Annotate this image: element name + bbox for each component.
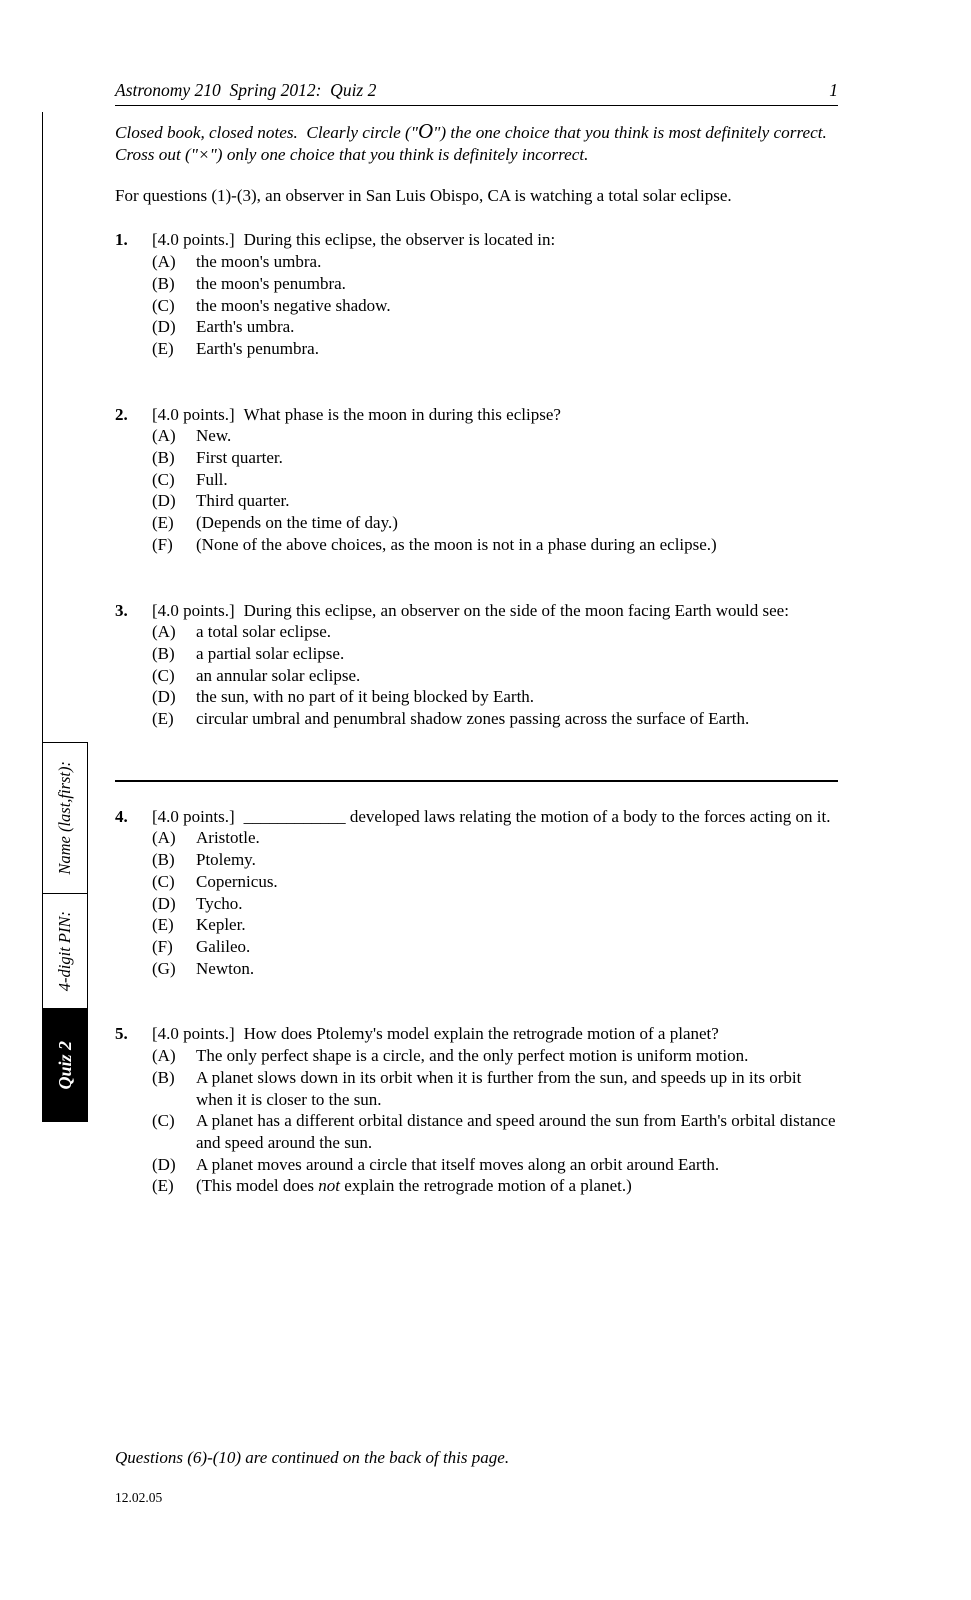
question-5-choices (152, 1045, 838, 1197)
choice-row (152, 490, 838, 512)
question-4-stem: ____________ developed laws relating the motion of a body to the forces acting on it. (243, 806, 831, 826)
choice-label: (C) (152, 295, 175, 315)
question-5-text (152, 1023, 838, 1045)
choice-text: the moon's negative shadow. (196, 295, 391, 315)
question-3-text (152, 600, 838, 622)
margin-form-column (42, 112, 88, 1122)
question-2-text (152, 404, 838, 426)
choice-text: A planet slows down in its orbit when it is further from the sun, and speeds up in its orbit when it is closer to the sun. (196, 1067, 806, 1109)
choice-label: (C) (152, 1111, 175, 1131)
pin-label: 4-digit PIN: (55, 910, 74, 992)
question-1 (115, 229, 838, 359)
instructions-part1: Closed book, closed notes. Clearly circle (" (115, 122, 418, 142)
choice-text: a total solar eclipse. (196, 622, 332, 642)
question-4-text (152, 806, 838, 828)
choice-label: (C) (152, 469, 175, 489)
document-title: Astronomy 210 Spring 2012: Quiz 2 (115, 80, 377, 100)
version-stamp: 12.02.05 (115, 1490, 163, 1505)
choice-label: (A) (152, 252, 176, 272)
choice-row (152, 251, 838, 273)
choice-label: (E) (152, 709, 174, 729)
choice-row (152, 425, 838, 447)
question-1-number: 1. (115, 230, 128, 250)
question-2-body (152, 404, 838, 556)
question-5-number: 5. (115, 1024, 128, 1044)
question-4-points: [4.0 points.] (152, 806, 235, 826)
choice-text: Ptolemy. (196, 850, 256, 870)
choice-text: the moon's penumbra. (196, 273, 346, 293)
margin-spacer (43, 112, 88, 742)
choice-text: an annular solar eclipse. (196, 665, 361, 685)
question-3-points: [4.0 points.] (152, 600, 235, 620)
question-5-points: [4.0 points.] (152, 1024, 235, 1044)
choice-row (152, 1110, 838, 1153)
choice-row (152, 1045, 838, 1067)
question-4-body (152, 806, 838, 980)
choice-label: (B) (152, 850, 175, 870)
page-header (115, 80, 838, 106)
choice-row (152, 621, 838, 643)
choice-text: A planet moves around a circle that itself moves along an orbit around Earth. (196, 1154, 720, 1174)
question-2-number: 2. (115, 404, 128, 424)
choice-label: (B) (152, 643, 175, 663)
choice-label: (D) (152, 1154, 176, 1174)
choice-label: (D) (152, 491, 176, 511)
choice-label: (F) (152, 534, 173, 554)
choice-text: Newton. (196, 958, 255, 978)
choice-label: (A) (152, 426, 176, 446)
question-1-points: [4.0 points.] (152, 230, 235, 250)
choice-text-italic: not (318, 1176, 341, 1196)
name-label: Name (last,first): (55, 761, 74, 875)
choice-label: (D) (152, 687, 176, 707)
question-2-stem: What phase is the moon in during this eclipse? (243, 404, 561, 424)
circle-symbol: O (418, 118, 434, 143)
choice-text-pre: (This model does (196, 1176, 319, 1196)
choice-text: Tycho. (196, 893, 243, 913)
choice-text: the sun, with no part of it being blocked by Earth. (196, 687, 535, 707)
choice-label: (B) (152, 1067, 175, 1087)
choice-text: Kepler. (196, 915, 246, 935)
choice-row (152, 534, 838, 556)
choice-row (152, 338, 838, 360)
choice-row (152, 316, 838, 338)
choice-text: A planet has a different orbital distance and speed around the sun from Earth's orbital distance and speed around the sun. (196, 1111, 840, 1152)
quiz-tab-label: Quiz 2 (55, 1040, 75, 1090)
choice-text: Earth's umbra. (196, 317, 295, 337)
choice-label: (B) (152, 448, 175, 468)
choice-label: (E) (152, 513, 174, 533)
choice-row (152, 936, 838, 958)
name-write-in-field (43, 742, 88, 893)
choice-text: Full. (196, 469, 228, 489)
choice-text: Copernicus. (196, 871, 278, 891)
choice-text: the moon's umbra. (196, 252, 322, 272)
instructions-part3: ") only one choice that you think is definitely incorrect. (209, 144, 589, 164)
choice-text (196, 1175, 838, 1197)
choice-text: a partial solar eclipse. (196, 643, 345, 663)
choice-label: (F) (152, 936, 173, 956)
choice-row (152, 1067, 838, 1110)
choice-text-post: explain the retrograde motion of a planet.) (340, 1176, 632, 1196)
question-1-stem: During this eclipse, the observer is located in: (243, 230, 556, 250)
choice-label: (E) (152, 915, 174, 935)
choice-text: circular umbral and penumbral shadow zones passing across the surface of Earth. (196, 709, 750, 729)
choice-text: New. (196, 426, 232, 446)
choice-row (152, 849, 838, 871)
choice-text: First quarter. (196, 448, 283, 468)
question-2-points: [4.0 points.] (152, 404, 235, 424)
choice-row (152, 295, 838, 317)
question-4-number: 4. (115, 806, 128, 826)
choice-text: Aristotle. (196, 828, 260, 848)
choice-text: The only perfect shape is a circle, and the only perfect motion is uniform motion. (196, 1046, 749, 1066)
choice-row (152, 827, 838, 849)
choice-row (152, 1175, 838, 1197)
choice-text: Galileo. (196, 936, 251, 956)
choice-row (152, 871, 838, 893)
page-number: 1 (829, 80, 838, 100)
choice-label: (A) (152, 622, 176, 642)
choice-text: Earth's penumbra. (196, 338, 319, 358)
question-4-choices (152, 827, 838, 979)
choice-label: (C) (152, 871, 175, 891)
questions-preamble: For questions (1)-(3), an observer in San Luis Obispo, CA is watching a total solar eclipse. (115, 185, 732, 205)
choice-label: (D) (152, 893, 176, 913)
question-3-stem: During this eclipse, an observer on the side of the moon facing Earth would see: (243, 600, 789, 620)
choice-label: (E) (152, 338, 174, 358)
choice-row (152, 914, 838, 936)
question-3 (115, 600, 838, 730)
question-5-stem: How does Ptolemy's model explain the retrograde motion of a planet? (243, 1024, 719, 1044)
cross-symbol: × (197, 144, 210, 164)
choice-label: (B) (152, 273, 175, 293)
choice-row (152, 273, 838, 295)
question-1-text (152, 229, 838, 251)
choice-label: (A) (152, 1046, 176, 1066)
choice-text: Third quarter. (196, 491, 290, 511)
choice-label: (E) (152, 1176, 174, 1196)
question-5-body (152, 1023, 838, 1197)
pin-write-in-field (43, 893, 88, 1008)
question-1-body (152, 229, 838, 359)
question-1-choices (152, 251, 838, 360)
choice-text: (None of the above choices, as the moon is not in a phase during an eclipse.) (196, 534, 717, 554)
choice-row (152, 686, 838, 708)
choice-row (152, 512, 838, 534)
choice-row (152, 643, 838, 665)
choice-row (152, 893, 838, 915)
choice-row (152, 447, 838, 469)
question-4 (115, 806, 838, 980)
choice-row (152, 1154, 838, 1176)
choice-row (152, 469, 838, 491)
instructions-part2: ") the one choice that you think is most definitely correct. Cross out (" (115, 122, 836, 164)
choice-row (152, 958, 838, 980)
instructions (115, 118, 838, 166)
question-2-choices (152, 425, 838, 555)
choice-label: (D) (152, 317, 176, 337)
choice-text: (Depends on the time of day.) (196, 513, 398, 533)
section-divider (115, 780, 838, 782)
question-5 (115, 1023, 838, 1197)
question-2 (115, 404, 838, 556)
continued-note: Questions (6)-(10) are continued on the back of this page. (115, 1448, 510, 1467)
question-3-body (152, 600, 838, 730)
quiz-tab (43, 1008, 88, 1122)
choice-row (152, 708, 838, 730)
choice-label: (G) (152, 958, 176, 978)
main-content (115, 80, 838, 1197)
choice-label: (A) (152, 828, 176, 848)
question-3-choices (152, 621, 838, 730)
choice-row (152, 665, 838, 687)
question-3-number: 3. (115, 600, 128, 620)
choice-label: (C) (152, 665, 175, 685)
